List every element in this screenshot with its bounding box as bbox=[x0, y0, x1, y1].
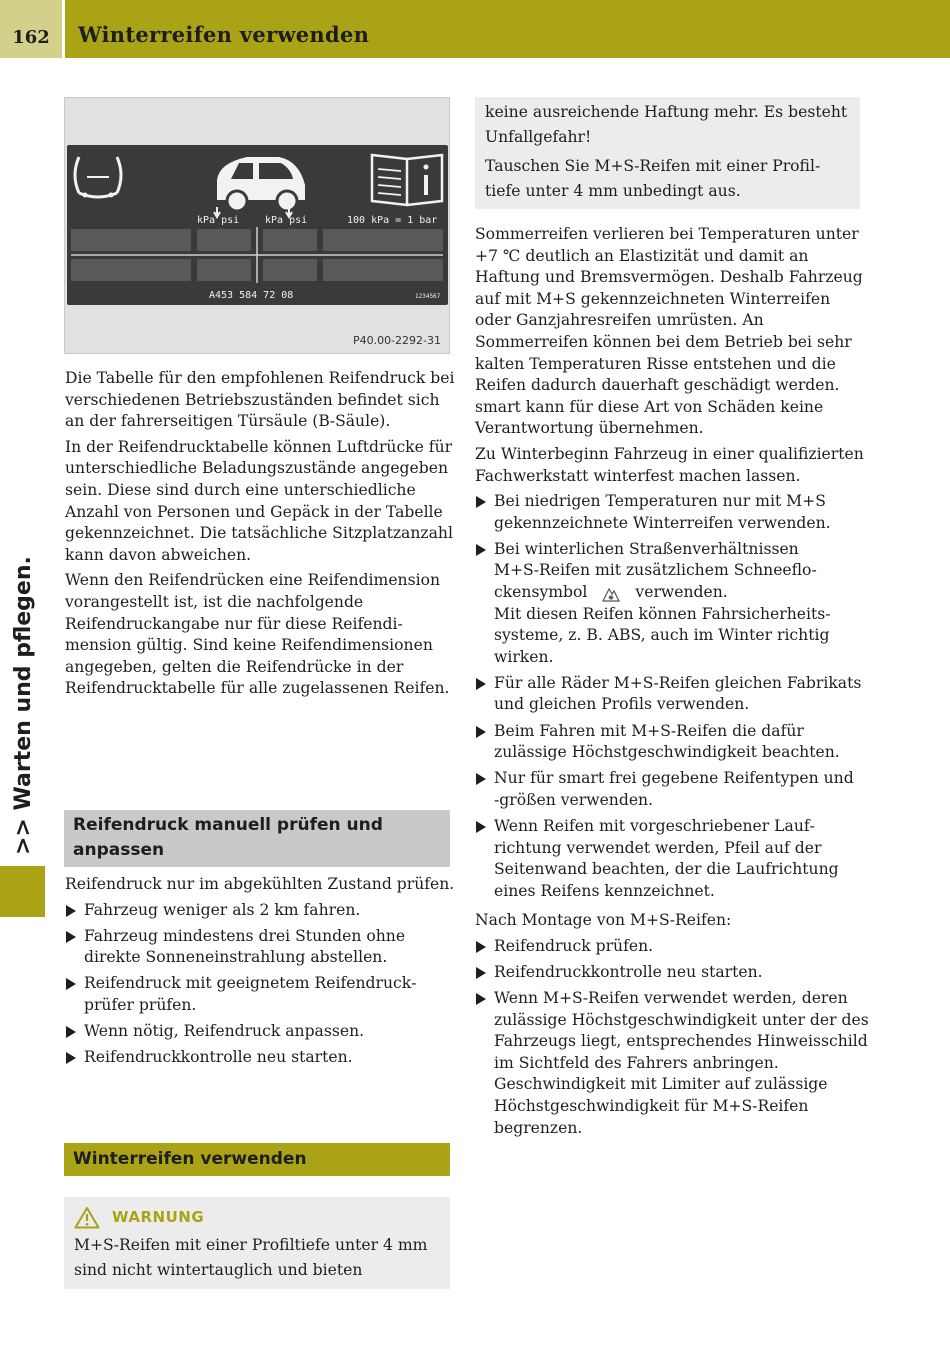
list-item: Reifendruckkontrolle neu starten. bbox=[65, 1047, 455, 1069]
bullet-triangle-icon bbox=[476, 967, 486, 979]
paragraph-load-states: In der Reifendrucktabelle können Luftdrücke für unterschiedliche Beladungszustände angegeben sein. Diese sind durch eine unterschiedliche Anzahl von Personen und Gepäck in der Tabelle gekennzeichnet. Die tatsächliche Sitzplatzanzahl kann davon abweichen. bbox=[65, 437, 453, 564]
side-tab-marker bbox=[0, 866, 45, 917]
left-column-intro bbox=[65, 368, 455, 704]
list-item: Reifendruckkontrolle neu starten. bbox=[475, 962, 870, 984]
list-item: Fahrzeug mindestens drei Stunden ohne direkte Sonneneinstrahlung abstellen. bbox=[65, 926, 455, 969]
page-number: 162 bbox=[12, 27, 50, 48]
list-item: Reifendruck mit geeignetem Reifendruckprüfer prüfen. bbox=[65, 973, 455, 1016]
manual-book-icon bbox=[372, 155, 442, 205]
page-title: Winterreifen verwenden bbox=[78, 22, 370, 47]
bullet-triangle-icon bbox=[476, 821, 486, 833]
right-column bbox=[475, 224, 870, 1144]
paragraph-after-mounting: Nach Montage von M+S‑Reifen: bbox=[475, 911, 732, 930]
bullet-triangle-icon bbox=[476, 726, 486, 738]
section-heading-check-pressure: Reifendruck manuell prüfen und anpassen bbox=[64, 810, 450, 867]
bullet-triangle-icon bbox=[476, 993, 486, 1005]
list-item: Bei winterlichen Straßenverhältnissen M+S‑Reifen mit zusätzlichem Schneeflockensymbol verwenden. Mit diesen Reifen können Fahrsicherheitssysteme, z. B. ABS, auch im Winter richtig wirken. bbox=[475, 539, 870, 669]
list-item: Fahrzeug weniger als 2 km fahren. bbox=[65, 900, 455, 922]
paragraph-winter-start: Zu Winterbeginn Fahrzeug in einer qualifizierten Fachwerkstatt winterfest machen lassen. bbox=[475, 444, 864, 485]
car-icon bbox=[214, 157, 305, 217]
list-item: Für alle Räder M+S‑Reifen gleichen Fabrikats und gleichen Profils verwenden. bbox=[475, 673, 870, 716]
kpa-psi-label-left: kPa psi bbox=[197, 215, 240, 226]
warning-title: WARNUNG bbox=[112, 1208, 205, 1226]
figure-reference: P40.00-2292-31 bbox=[352, 334, 441, 347]
bullet-triangle-icon bbox=[476, 941, 486, 953]
bullet-triangle-icon bbox=[66, 1026, 76, 1038]
header-separator bbox=[62, 0, 65, 58]
kpa-bar-label: 100 kPa = 1 bar bbox=[347, 215, 438, 226]
list-item: Wenn nötig, Reifendruck anpassen. bbox=[65, 1021, 455, 1043]
list-item: Wenn M+S‑Reifen verwendet werden, deren zulässige Höchstgeschwindigkeit unter der des Fahrzeugs liegt, entsprechendes Hinweisschild im Sichtfeld des Fahrers anbringen. Geschwindigkeit mit Limiter auf zulässige Höchstgeschwindigkeit für M+S‑Reifen begrenzen. bbox=[475, 988, 870, 1139]
warning-text: M+S‑Reifen mit einer Profiltiefe unter 4 mm sind nicht wintertauglich und bieten bbox=[74, 1236, 428, 1279]
list-item: Nur für smart frei gegebene Reifentypen und ‑größen verwenden. bbox=[475, 768, 870, 811]
list-item: Wenn Reifen mit vorgeschriebener Laufrichtung verwendet werden, Pfeil auf der Seitenwand beachten, der die Laufrichtung eines Reifens kennzeichnet. bbox=[475, 816, 870, 902]
tire-pressure-label-graphic bbox=[67, 145, 448, 305]
bullet-triangle-icon bbox=[476, 678, 486, 690]
warning-text-replace: Tauschen Sie M+S‑Reifen mit einer Profiltiefe unter 4 mm unbedingt aus. bbox=[485, 157, 821, 200]
tpms-icon bbox=[75, 157, 121, 198]
bullet-triangle-icon bbox=[66, 978, 76, 990]
paragraph-tire-table-location: Die Tabelle für den empfohlenen Reifendruck bei verschiedenen Betriebszuständen befindet sich an der fahrerseitigen Türsäule (B‑Säule). bbox=[65, 369, 455, 431]
bullet-triangle-icon bbox=[66, 1052, 76, 1064]
side-tab-label: >> Warten und pflegen. bbox=[11, 556, 36, 855]
paragraph-summer-tires: Sommerreifen verlieren bei Temperaturen unter +7 ℃ deutlich an Elastizität und damit an Haftung und Bremsvermögen. Deshalb Fahrzeug auf mit M+S gekennzeichneten Winterreifen oder Ganzjahresreifen umrüsten. An Sommerreifen können bei dem Betrieb bei sehr kalten Temperaturen Risse entstehen und die Reifen dadurch dauerhaft geschädigt werden. smart kann für diese Art von Schäden keine Verantwortung übernehmen. bbox=[475, 225, 863, 438]
tire-pressure-label-figure bbox=[64, 97, 450, 354]
snowflake-mountain-icon bbox=[601, 584, 621, 602]
warning-box-continued bbox=[475, 97, 860, 209]
section-check-pressure-body bbox=[65, 874, 455, 1073]
bullet-triangle-icon bbox=[66, 931, 76, 943]
bullet-triangle-icon bbox=[476, 773, 486, 785]
part-number: A453 584 72 08 bbox=[209, 290, 294, 301]
list-item: Reifendruck prüfen. bbox=[475, 936, 870, 958]
paragraph-cooled-state: Reifendruck nur im abgekühlten Zustand prüfen. bbox=[65, 875, 455, 893]
warning-header bbox=[74, 1203, 440, 1231]
paragraph-tire-dimensions: Wenn den Reifendrücken eine Reifendimension vorangestellt ist, ist die nachfolgende Reifendruckangabe nur für diese Reifendimension gültig. Sind keine Reifendimensionen angegeben, gelten die Reifendrücke in der Reifendrucktabelle für alle zugelassenen Reifen. bbox=[65, 571, 450, 698]
list-item: Bei niedrigen Temperaturen nur mit M+S gekennzeichnete Winterreifen verwenden. bbox=[475, 491, 870, 534]
bullet-triangle-icon bbox=[66, 905, 76, 917]
label-small-code: 1234567 bbox=[415, 293, 441, 300]
section-heading-winter-tires: Winterreifen verwenden bbox=[64, 1143, 450, 1176]
warning-box bbox=[64, 1197, 450, 1289]
bullet-triangle-icon bbox=[476, 496, 486, 508]
warning-text-continued: keine ausreichende Haftung mehr. Es besteht Unfallgefahr! bbox=[485, 103, 848, 146]
warning-triangle-icon bbox=[74, 1206, 100, 1229]
kpa-psi-label-right: kPa psi bbox=[265, 215, 308, 226]
list-item: Beim Fahren mit M+S‑Reifen die dafür zulässige Höchstgeschwindigkeit beachten. bbox=[475, 721, 870, 764]
tire-pressure-label bbox=[67, 145, 448, 305]
bullet-triangle-icon bbox=[476, 544, 486, 556]
